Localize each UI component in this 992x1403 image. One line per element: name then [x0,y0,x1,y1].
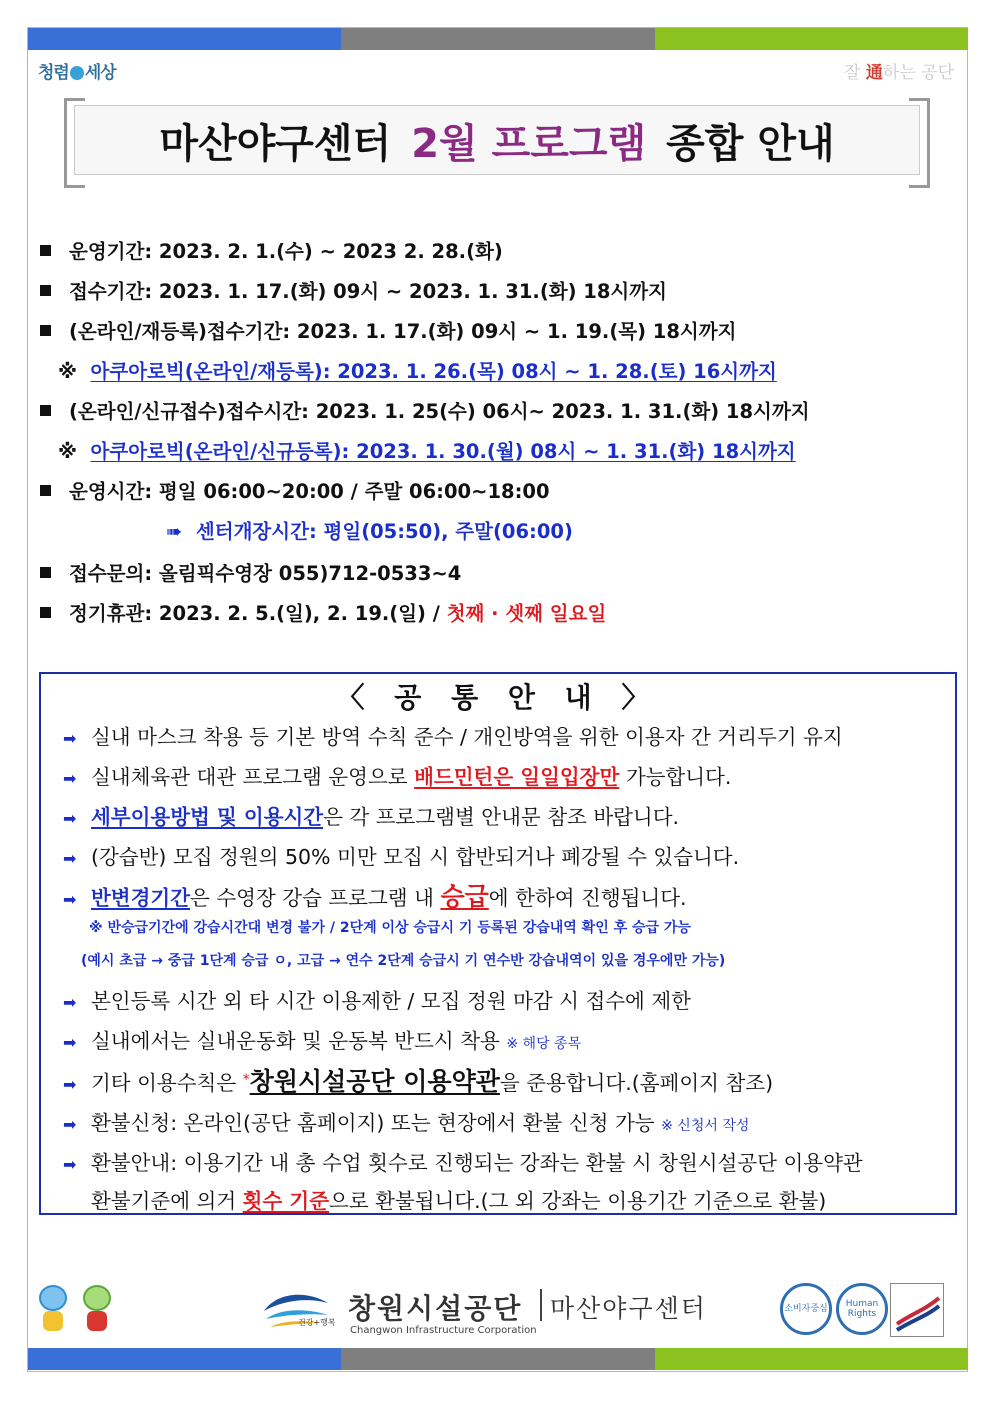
aqua-rereg-row: ※ 아쿠아로빅(온라인/재등록): 2023. 1. 26.(목) 08시 ~ 1. 28.(토) 16시까지 [58,360,777,383]
corporation-english-name: Changwon Infrastructure Corporation [350,1325,537,1336]
online-new-row: (온라인/신규접수)접수시간: 2023. 1. 25(수) 06시~ 2023. 1. 31.(화) 18시까지 [40,396,810,424]
arrow-icon: ➡ [63,1033,77,1052]
arrow-icon: ➡ [63,769,77,788]
arrow-icon: ➡ [63,1155,77,1174]
arrow-icon: ➡ [63,890,77,909]
common-notice-box [39,672,957,1215]
arrow-icon: ➡ [63,1075,77,1094]
notice-item: ➡ 실내체육관 대관 프로그램 운영으로 배드민턴은 일일입장만 가능합니다. [63,765,732,789]
bullet-icon [40,607,51,618]
opening-time-row: ➠ 센터개장시간: 평일(05:50), 주말(06:00) [166,520,573,543]
title-center-name: 마산야구센터 [159,120,392,167]
notice-item-continuation: 환불기준에 의거 횟수 기준으로 환불됩니다.(그 외 강좌는 이용기간 기준으로 환불) [91,1189,827,1213]
notice-item: ➡ 반변경기간은 수영장 강습 프로그램 내 승급에 한하여 진행됩니다. [63,882,687,911]
arrow-icon: ➡ [63,1115,77,1134]
consumer-centered-badge-icon: 소비자중심 [780,1283,832,1335]
corporation-name: 창원시설공단 [348,1292,523,1325]
bullet-icon [40,285,51,296]
notice-item: ➡ 본인등록 시간 외 타 시간 이용제한 / 모집 정원 마감 시 접수에 제한 [63,989,691,1013]
notice-item: ➡ 실내 마스크 착용 등 기본 방역 수칙 준수 / 개인방역을 위한 이용자 간 거리두기 유지 [63,725,843,749]
notice-subnote: (예시 초급 → 중급 1단계 승급 ㅇ, 고급 → 연수 2단계 승급시 기 연수반 강습내역이 있을 경우에만 가능) [81,953,726,969]
arrow-icon: ➠ [166,520,183,543]
notice-item: ➡ (강습반) 모집 정원의 50% 미만 모집 시 합반되거나 폐강될 수 있습니다. [63,845,740,869]
bullet-icon [40,567,51,578]
notice-title: 〈 공 통 안 내 〉 [336,681,660,714]
wave-caption: 건강+행복 [298,1318,336,1327]
mascot-red-icon [80,1285,114,1333]
clean-world-logo: 청렴 세상 [38,63,116,83]
title-guide: 종합 안내 [666,120,835,167]
notice-item: ➡ 기타 이용수칙은 *창원시설공단 이용약관을 준용합니다.(홈페이지 참조) [63,1067,774,1096]
notice-item: ➡ 실내에서는 실내운동화 및 운동복 반드시 착용 ※ 해당 종목 [63,1029,582,1053]
operation-period-row: 운영기간: 2023. 2. 1.(수) ~ 2023 2. 28.(화) [40,236,503,264]
arrow-icon: ➡ [63,809,77,828]
operating-hours-row: 운영시간: 평일 06:00~20:00 / 주말 06:00~18:00 [40,476,550,504]
bullet-icon [40,325,51,336]
online-rereg-row: (온라인/재등록)접수기간: 2023. 1. 17.(화) 09시 ~ 1. 19.(목) 18시까지 [40,316,736,344]
top-color-stripe [28,28,968,50]
notice-item: ➡ 환불안내: 이용기간 내 총 수업 횟수로 진행되는 강좌는 환불 시 창원시설공단 이용약관 [63,1151,863,1175]
arrow-icon: ➡ [63,849,77,868]
communication-slogan: 잘 通하는 공단 [844,63,954,83]
mascot-blue-icon [36,1285,70,1333]
bottom-color-stripe [28,1348,968,1370]
closure-row: 정기휴관: 2023. 2. 5.(일), 2. 19.(일) / 첫째 · 셋째 일요일 [40,598,606,626]
registration-period-row: 접수기간: 2023. 1. 17.(화) 09시 ~ 2023. 1. 31.(화) 18시까지 [40,276,667,304]
arrow-icon: ➡ [63,729,77,748]
bullet-icon [40,485,51,496]
inquiry-row: 접수문의: 올림픽수영장 055)712-0533~4 [40,558,461,586]
aqua-new-row: ※ 아쿠아로빅(온라인/신규등록): 2023. 1. 30.(월) 08시 ~ 1. 31.(화) 18시까지 [58,440,796,463]
title-box [64,98,930,184]
arrow-icon: ➡ [63,993,77,1012]
divider [540,1289,542,1321]
notice-item: ➡ 환불신청: 온라인(공단 홈페이지) 또는 현장에서 환불 신청 가능 ※ 신청서 작성 [63,1111,750,1135]
footer [28,1275,968,1345]
notice-subnote: ※ 반승급기간에 강습시간대 변경 불가 / 2단계 이상 승급시 기 등록된 강습내역 확인 후 승급 가능 [89,920,691,936]
bullet-icon [40,405,51,416]
human-rights-badge-icon: Human Rights [836,1283,888,1335]
title-month-program: 2월 프로그램 [411,120,647,167]
center-name: 마산야구센터 [550,1294,707,1323]
bullet-icon [40,245,51,256]
certification-mark-icon [890,1283,944,1337]
notice-item: ➡ 세부이용방법 및 이용시간은 각 프로그램별 안내문 참조 바랍니다. [63,805,680,829]
